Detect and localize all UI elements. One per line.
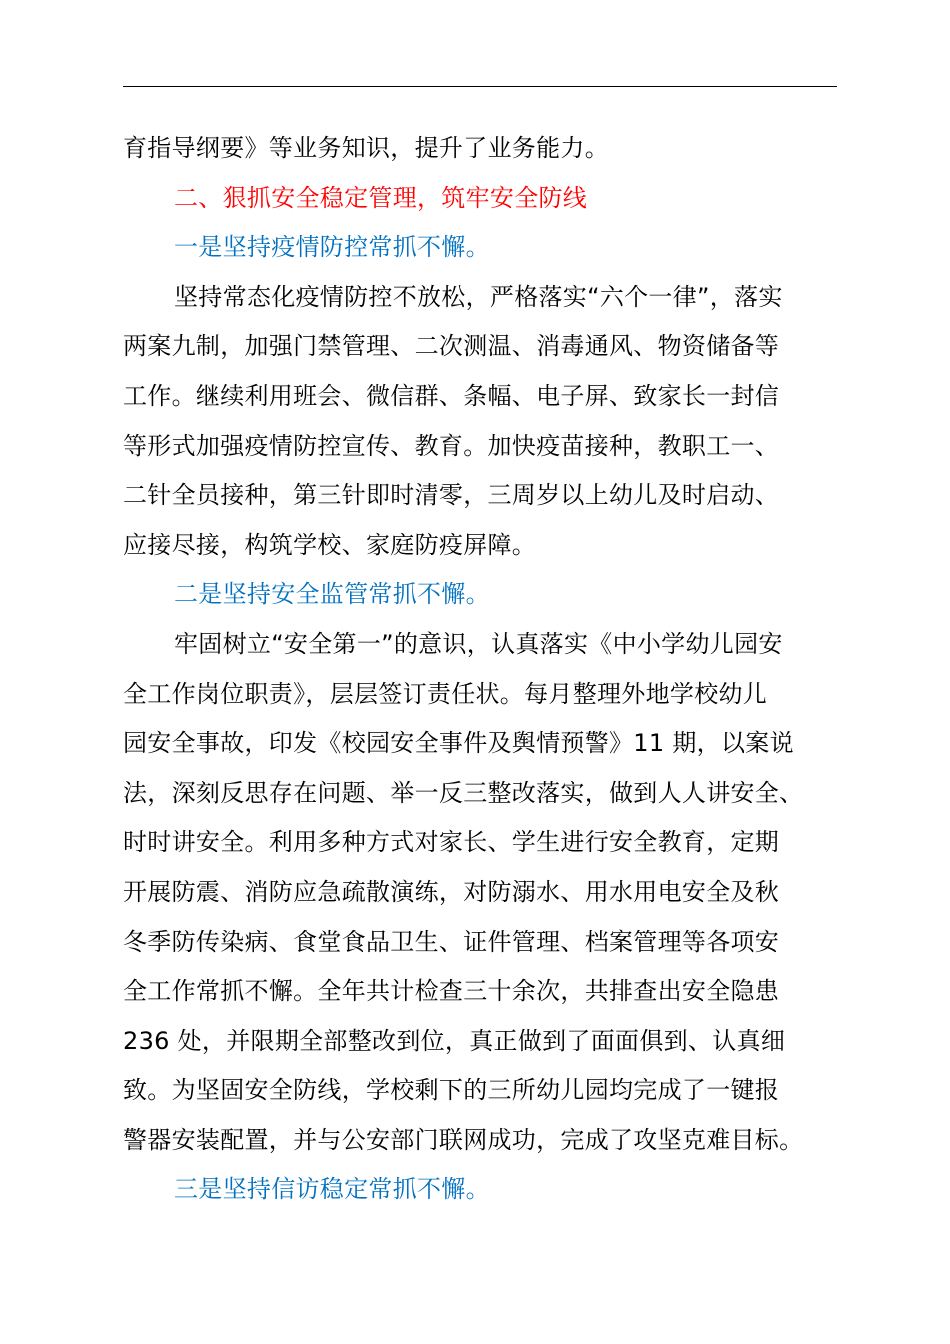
paragraph-line: 应接尽接，构筑学校、家庭防疫屏障。	[123, 530, 537, 559]
paragraph-line: 警器安装配置，并与公安部门联网成功，完成了攻坚克难目标。	[123, 1125, 804, 1154]
paragraph-line: 牢固树立“安全第一”的意识，认真落实《中小学幼儿园安	[174, 629, 783, 658]
paragraph-line: 全工作岗位职责》，层层签订责任状。每月整理外地学校幼儿	[123, 679, 768, 708]
paragraph-line: 二针全员接种，第三针即时清零，三周岁以上幼儿及时启动、	[123, 481, 780, 510]
document-body	[123, 124, 839, 1215]
paragraph-line: 236 处，并限期全部整改到位，真正做到了面面俱到、认真细	[123, 1026, 786, 1055]
paragraph-line: 工作。继续利用班会、微信群、条幅、电子屏、致家长一封信	[123, 381, 780, 410]
section-heading: 二、狠抓安全稳定管理，筑牢安全防线	[174, 183, 588, 212]
paragraph-line: 园安全事故，印发《校园安全事件及舆情预警》11 期，以案说	[123, 729, 794, 758]
paragraph-line: 育指导纲要》等业务知识，提升了业务能力。	[123, 134, 609, 162]
paragraph-line: 全工作常抓不懈。全年共计检查三十余次，共排查出安全隐患	[123, 977, 780, 1006]
paragraph-line: 两案九制，加强门禁管理、二次测温、消毒通风、物资储备等	[123, 332, 780, 361]
paragraph-line: 开展防震、消防应急疏散演练，对防溺水、用水用电安全及秋	[123, 877, 780, 906]
paragraph-line: 冬季防传染病、食堂食品卫生、证件管理、档案管理等各项安	[123, 927, 780, 956]
sub-heading: 三是坚持信访稳定常抓不懈。	[174, 1175, 490, 1204]
paragraph-line: 法，深刻反思存在问题、举一反三整改落实，做到人人讲安全、	[123, 778, 804, 807]
paragraph-line: 时时讲安全。利用多种方式对家长、学生进行安全教育，定期	[123, 828, 780, 857]
sub-heading: 一是坚持疫情防控常抓不懈。	[174, 233, 490, 262]
paragraph-line: 等形式加强疫情防控宣传、教育。加快疫苗接种，教职工一、	[123, 431, 780, 460]
paragraph-line: 坚持常态化疫情防控不放松，严格落实“六个一律”，落实	[174, 282, 783, 311]
paragraph-line: 致。为坚固安全防线，学校剩下的三所幼儿园均完成了一键报	[123, 1076, 780, 1105]
sub-heading: 二是坚持安全监管常抓不懈。	[174, 580, 490, 609]
header-rule	[123, 86, 837, 87]
